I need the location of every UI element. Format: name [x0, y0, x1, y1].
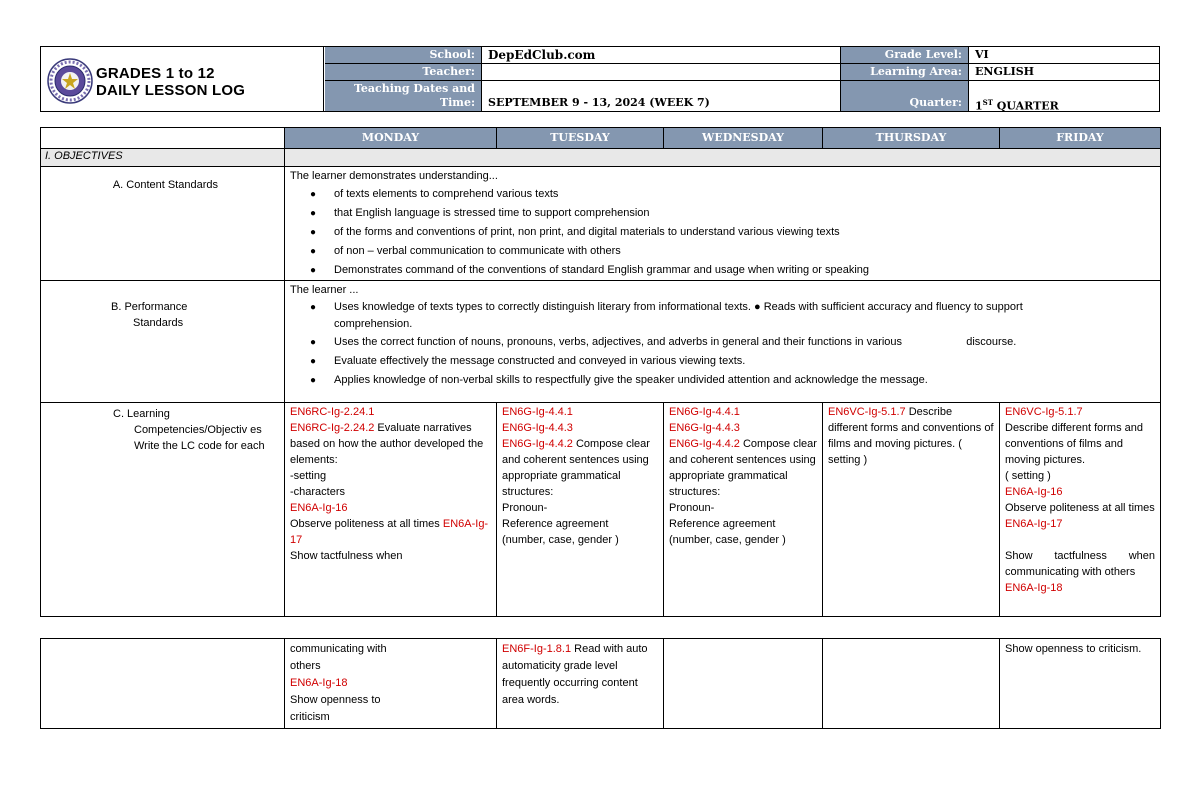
lc-text: Observe politeness at all times: [1005, 502, 1155, 514]
lc-text: Observe politeness at all times: [290, 518, 443, 530]
competencies-label-line3: Write the LC code for each: [134, 440, 265, 452]
competencies-label-line2: Competencies/Objectiv es: [134, 424, 262, 436]
lc-text: criticism: [290, 711, 330, 723]
content-standards-row: [41, 167, 1161, 281]
performance-standard-item: ● Uses the correct function of nouns, pronouns, verbs, adjectives, and adverbs in general and their functions in various discourse.: [310, 334, 1095, 351]
lc-text: Show tactfulness when communicating with others: [1005, 550, 1155, 578]
lc-code: EN6F-Ig-1.8.1: [502, 643, 572, 655]
tuesday-continuation: [497, 639, 664, 729]
competencies-label-line1: C. Learning: [113, 408, 170, 420]
lc-text: Pronoun-: [502, 502, 548, 514]
lc-code: EN6G-Ig-4.4.1: [502, 406, 573, 418]
lc-text: Show openness to: [290, 694, 381, 706]
day-wednesday: WEDNESDAY: [664, 128, 823, 149]
competencies-row: [41, 403, 1161, 617]
lc-text: Describe different forms and conventions of films and moving pictures. ( setting ): [828, 406, 994, 466]
day-monday: MONDAY: [285, 128, 497, 149]
dates-value: SEPTEMBER 9 - 13, 2024 (WEEK 7): [482, 81, 841, 111]
lesson-log-header: [40, 46, 1160, 112]
performance-standards-row: [41, 281, 1161, 403]
quarter-number: 1: [975, 99, 983, 113]
grade-level-label: Grade Level:: [841, 47, 969, 64]
day-thursday: THURSDAY: [823, 128, 1000, 149]
objectives-label: I. OBJECTIVES: [41, 149, 285, 167]
lc-code: EN6G-Ig-4.4.1: [669, 406, 740, 418]
doc-title-line2: DAILY LESSON LOG: [96, 82, 246, 99]
continuation-label-cell: [41, 639, 285, 729]
day-tuesday: TUESDAY: [497, 128, 664, 149]
performance-standards-intro: The learner ...: [290, 284, 359, 296]
corner-cell: [41, 128, 285, 149]
lc-text: Reference agreement: [502, 518, 609, 530]
lc-text: Show tactfulness when: [290, 550, 403, 562]
monday-competencies: [285, 403, 497, 617]
performance-label-line2: Standards: [133, 317, 184, 329]
lc-code: EN6G-Ig-4.4.2: [502, 438, 573, 450]
title-cell: [41, 47, 324, 111]
friday-competencies: [1000, 403, 1161, 617]
content-standards-list: [290, 185, 1155, 280]
lc-code: EN6A-Ig-16: [1005, 486, 1063, 498]
wednesday-continuation: [664, 639, 823, 729]
school-value: DepEdClub.com: [482, 47, 841, 64]
content-standard-item: ● of non – verbal communication to communicate with others: [310, 242, 1155, 261]
learning-area-label: Learning Area:: [841, 64, 969, 81]
dates-label: [325, 81, 482, 111]
performance-label-line1: B. Performance: [111, 301, 188, 313]
content-standards-intro: The learner demonstrates understanding...: [290, 170, 498, 182]
performance-standard-item: ● Uses knowledge of texts types to correctly distinguish literary from informational texts. ● Reads with sufficient accuracy and fluency to support comprehension.: [310, 299, 1095, 333]
lc-text: ( setting ): [1005, 470, 1051, 482]
grade-level-value: VI: [969, 47, 1159, 64]
day-friday: FRIDAY: [1000, 128, 1161, 149]
lc-text: Read with auto automaticity grade level frequently occurring content area words.: [502, 643, 648, 706]
monday-continuation: [285, 639, 497, 729]
lc-text: -setting: [290, 470, 327, 482]
continuation-row: [41, 639, 1161, 729]
lc-code: EN6G-Ig-4.4.2: [669, 438, 740, 450]
lc-code: EN6VC-Ig-5.1.7: [1005, 406, 1083, 418]
lc-code: EN6RC-Ig-2.24.2: [290, 422, 375, 434]
lc-code: EN6A-Ig-17: [290, 518, 489, 546]
quarter-value: [969, 81, 1159, 111]
performance-standard-item: ● Applies knowledge of non-verbal skills to respectfully give the speaker undivided attention and acknowledge the message.: [310, 372, 1095, 389]
lc-text: communicating with: [290, 643, 387, 655]
lc-code: EN6RC-Ig-2.24.1: [290, 406, 375, 418]
competencies-label: [41, 403, 285, 617]
lc-text: Compose clear and coherent sentences using appropriate grammatical structures:: [669, 438, 817, 498]
lc-code: EN6A-Ig-17: [1005, 518, 1063, 530]
lc-text: (number, case, gender ): [502, 534, 619, 546]
lc-code: EN6A-Ig-18: [1005, 582, 1063, 594]
deped-seal-icon: [47, 58, 93, 104]
objectives-blank: [285, 149, 1161, 167]
lc-text: Pronoun-: [669, 502, 715, 514]
lc-code: EN6A-Ig-18: [290, 677, 348, 689]
performance-standards-list: [290, 299, 1155, 389]
content-standards-cell: [285, 167, 1161, 281]
friday-continuation: Show openness to criticism.: [1000, 639, 1161, 729]
teacher-value: [482, 64, 841, 81]
lc-code: EN6A-Ig-16: [290, 502, 348, 514]
dates-label-line2: Time:: [439, 96, 475, 109]
content-standards-label: A. Content Standards: [41, 167, 285, 281]
quarter-suffix: ST: [982, 98, 993, 107]
lc-text: others: [290, 660, 321, 672]
lc-text: (number, case, gender ): [669, 534, 786, 546]
wednesday-competencies: [664, 403, 823, 617]
content-standard-item: ● that English language is stressed time to support comprehension: [310, 204, 1155, 223]
dates-label-line1: Teaching Dates and: [353, 82, 475, 95]
thursday-competencies: [823, 403, 1000, 617]
learning-area-value: ENGLISH: [969, 64, 1159, 81]
lc-text: Evaluate narratives based on how the author developed the elements:: [290, 422, 484, 466]
performance-standard-item: ● Evaluate effectively the message constructed and conveyed in various viewing texts.: [310, 353, 1095, 370]
continuation-table: [40, 638, 1161, 729]
content-standard-item: ● of texts elements to comprehend various texts: [310, 185, 1155, 204]
lc-code: EN6G-Ig-4.4.3: [669, 422, 740, 434]
lesson-table: [40, 127, 1161, 617]
content-standard-item: ● of the forms and conventions of print, non print, and digital materials to understand various viewing texts: [310, 223, 1155, 242]
lc-text: Describe different forms and conventions of films and moving pictures.: [1005, 422, 1143, 466]
quarter-word: QUARTER: [992, 99, 1059, 113]
lc-text: -characters: [290, 486, 346, 498]
quarter-label: Quarter:: [841, 81, 969, 111]
teacher-label: Teacher:: [325, 64, 482, 81]
objectives-row: [41, 149, 1161, 167]
content-standard-item: ● Demonstrates command of the conventions of standard English grammar and usage when writing or speaking: [310, 261, 1155, 280]
day-header-row: [41, 128, 1161, 149]
thursday-continuation: [823, 639, 1000, 729]
performance-standards-label: [41, 281, 285, 403]
lc-text: Reference agreement: [669, 518, 776, 530]
school-label: School:: [325, 47, 482, 64]
doc-title-line1: GRADES 1 to 12: [96, 65, 215, 82]
lc-code: EN6VC-Ig-5.1.7: [828, 406, 906, 418]
lc-code: EN6G-Ig-4.4.3: [502, 422, 573, 434]
performance-standards-cell: [285, 281, 1161, 403]
tuesday-competencies: [497, 403, 664, 617]
lc-text: Compose clear and coherent sentences using appropriate grammatical structures:: [502, 438, 650, 498]
